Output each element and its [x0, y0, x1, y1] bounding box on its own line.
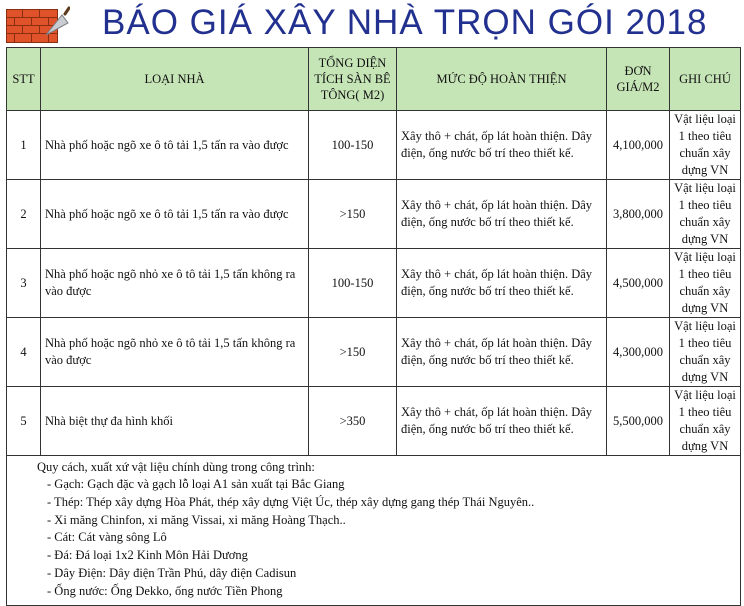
table-row — [7, 318, 741, 387]
materials-notes — [7, 456, 741, 606]
row-unit-price: 3,800,000 — [607, 180, 670, 249]
notes-item: - Ống nước: Ống Dekko, ống nước Tiền Phong — [47, 583, 283, 598]
header-note: GHI CHÚ — [670, 48, 741, 111]
row-finish-level: Xây thô + chát, ốp lát hoàn thiện. Dây điện, ống nước bố trí theo thiết kế. — [397, 180, 607, 249]
row-note: Vật liệu loại 1 theo tiêu chuẩn xây dựng VN — [670, 180, 741, 249]
row-note: Vật liệu loại 1 theo tiêu chuẩn xây dựng VN — [670, 111, 741, 180]
row-floor-area: >150 — [309, 180, 397, 249]
row-finish-level: Xây thô + chát, ốp lát hoàn thiện. Dây điện, ống nước bố trí theo thiết kế. — [397, 249, 607, 318]
row-unit-price: 4,500,000 — [607, 249, 670, 318]
materials-notes-row — [7, 456, 741, 606]
notes-item: - Dây Điện: Dây điện Trần Phú, dây điện Cadisun — [47, 565, 297, 580]
row-stt: 4 — [7, 318, 41, 387]
notes-item: - Cát: Cát vàng sông Lô — [47, 530, 167, 545]
row-house-type: Nhà phố hoặc ngõ xe ô tô tải 1,5 tấn ra vào được — [41, 180, 309, 249]
table-header-row — [7, 48, 741, 111]
header-floor-area: TỔNG DIỆN TÍCH SÀN BÊ TÔNG( M2) — [309, 48, 397, 111]
row-note: Vật liệu loại 1 theo tiêu chuẩn xây dựng VN — [670, 318, 741, 387]
table-row — [7, 180, 741, 249]
brick-wall-trowel-icon — [6, 5, 70, 43]
header-finish-level: MỨC ĐỘ HOÀN THIỆN — [397, 48, 607, 111]
header-stt: STT — [7, 48, 41, 111]
table-row — [7, 387, 741, 456]
row-stt: 3 — [7, 249, 41, 318]
row-floor-area: 100-150 — [309, 249, 397, 318]
row-floor-area: >350 — [309, 387, 397, 456]
page-header — [0, 0, 744, 46]
row-finish-level: Xây thô + chát, ốp lát hoàn thiện. Dây điện, ống nước bố trí theo thiết kế. — [397, 318, 607, 387]
notes-list — [37, 476, 734, 599]
row-stt: 2 — [7, 180, 41, 249]
row-stt: 5 — [7, 387, 41, 456]
row-floor-area: 100-150 — [309, 111, 397, 180]
row-stt: 1 — [7, 111, 41, 180]
table-row — [7, 111, 741, 180]
row-house-type: Nhà phố hoặc ngõ nhỏ xe ô tô tải 1,5 tấn không ra vào được — [41, 318, 309, 387]
header-house-type: LOẠI NHÀ — [41, 48, 309, 111]
header-unit-price: ĐƠN GIÁ/M2 — [607, 48, 670, 111]
row-unit-price: 5,500,000 — [607, 387, 670, 456]
row-note: Vật liệu loại 1 theo tiêu chuẩn xây dựng VN — [670, 387, 741, 456]
notes-item: - Thép: Thép xây dựng Hòa Phát, thép xây dựng Việt Úc, thép xây dựng gang thép Thái Nguyên.. — [47, 494, 535, 509]
row-note: Vật liệu loại 1 theo tiêu chuẩn xây dựng VN — [670, 249, 741, 318]
price-table — [6, 47, 741, 606]
table-row — [7, 249, 741, 318]
row-unit-price: 4,100,000 — [607, 111, 670, 180]
row-floor-area: >150 — [309, 318, 397, 387]
notes-item: - Đá: Đá loại 1x2 Kinh Môn Hải Dương — [47, 548, 248, 563]
row-house-type: Nhà phố hoặc ngõ xe ô tô tải 1,5 tấn ra vào được — [41, 111, 309, 180]
notes-item: - Gạch: Gạch đặc và gạch lỗ loại A1 sản xuất tại Bắc Giang — [47, 477, 345, 491]
notes-item: - Xi măng Chinfon, xi măng Vissai, xi măng Hoàng Thạch.. — [47, 512, 346, 527]
page-title: BÁO GIÁ XÂY NHÀ TRỌN GÓI 2018 — [102, 3, 708, 42]
row-unit-price: 4,300,000 — [607, 318, 670, 387]
row-house-type: Nhà phố hoặc ngõ nhỏ xe ô tô tải 1,5 tấn không ra vào được — [41, 249, 309, 318]
row-finish-level: Xây thô + chát, ốp lát hoàn thiện. Dây điện, ống nước bố trí theo thiết kế. — [397, 111, 607, 180]
row-finish-level: Xây thô + chát, ốp lát hoàn thiện. Dây điện, ống nước bố trí theo thiết kế. — [397, 387, 607, 456]
row-house-type: Nhà biệt thự đa hình khối — [41, 387, 309, 456]
notes-heading: Quy cách, xuất xứ vật liệu chính dùng trong công trình: — [37, 460, 315, 474]
